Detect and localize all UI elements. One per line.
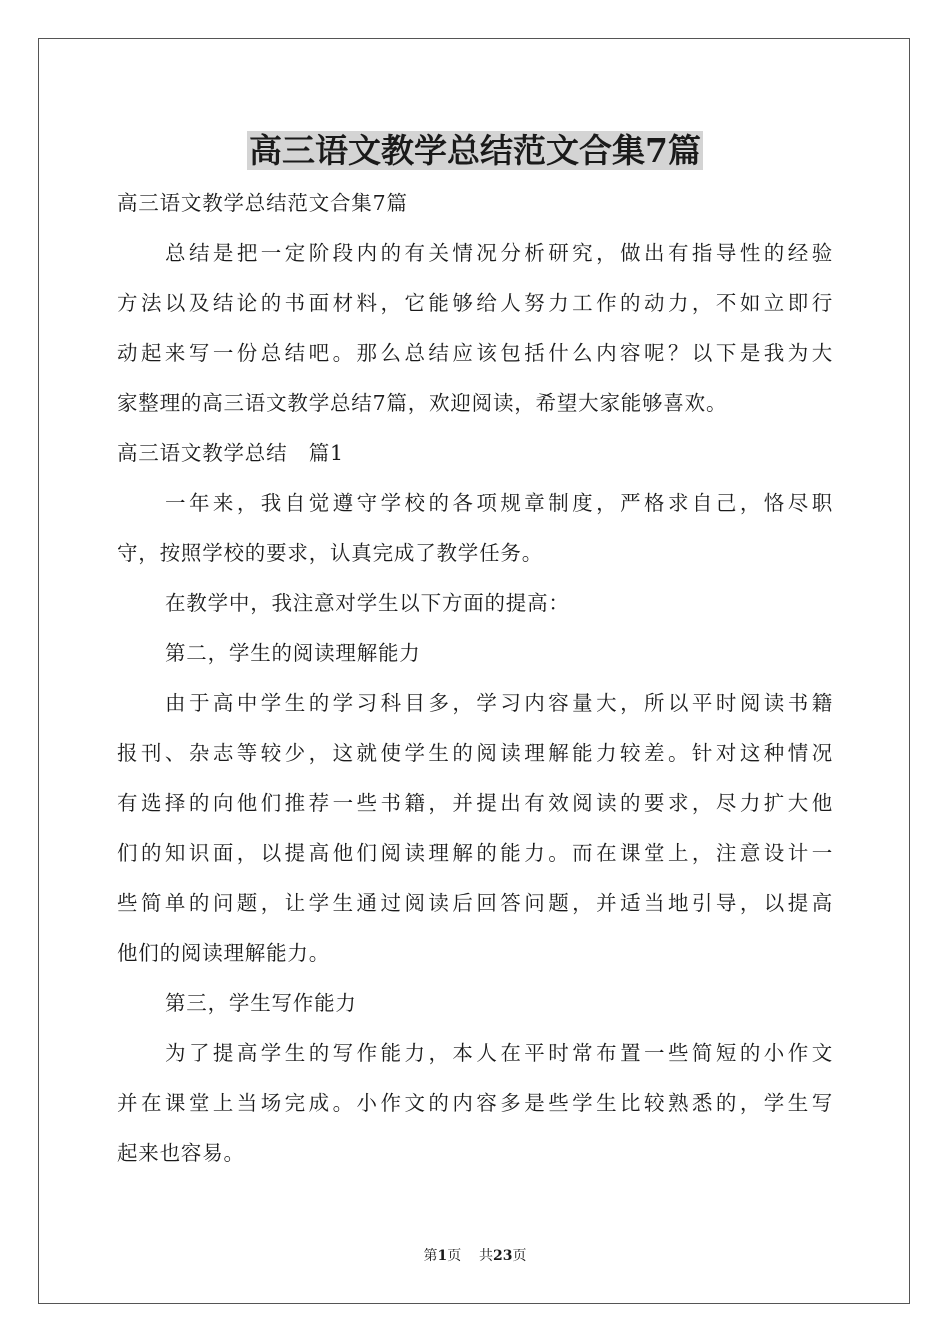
body-line: 报刊、杂志等较少，这就使学生的阅读理解能力较差。针对这种情况 — [117, 741, 833, 765]
body-line: 家整理的高三语文教学总结7篇，欢迎阅读，希望大家能够喜欢。 — [117, 391, 728, 415]
body-line: 些简单的问题，让学生通过阅读后回答问题，并适当地引导，以提高 — [117, 891, 833, 915]
body-line: 为了提高学生的写作能力，本人在平时常布置一些简短的小作文 — [165, 1041, 833, 1065]
footer-total-pages: 23 — [493, 1248, 513, 1264]
body-line: 有选择的向他们推荐一些书籍，并提出有效阅读的要求，尽力扩大他 — [117, 791, 833, 815]
body-line: 起来也容易。 — [117, 1141, 245, 1165]
body-line: 并在课堂上当场完成。小作文的内容多是些学生比较熟悉的，学生写 — [117, 1091, 833, 1115]
body-line: 总结是把一定阶段内的有关情况分析研究，做出有指导性的经验 — [165, 241, 833, 265]
page-footer — [0, 1246, 950, 1266]
footer-total-prefix: 共 — [479, 1248, 494, 1264]
body-line: 高三语文教学总结范文合集7篇 — [117, 191, 408, 215]
body-line: 方法以及结论的书面材料，它能够给人努力工作的动力，不如立即行 — [117, 291, 833, 315]
footer-page-prefix: 第 — [423, 1248, 438, 1264]
body-line: 守，按照学校的要求，认真完成了教学任务。 — [117, 541, 543, 565]
body-line: 在教学中，我注意对学生以下方面的提高： — [165, 591, 570, 615]
body-line: 一年来，我自觉遵守学校的各项规章制度，严格求自己，恪尽职 — [165, 491, 833, 515]
document-title — [0, 126, 950, 176]
body-line: 们的知识面，以提高他们阅读理解的能力。而在课堂上，注意设计一 — [117, 841, 833, 865]
document-title-text: 高三语文教学总结范文合集7篇 — [249, 131, 701, 170]
footer-page-suffix: 页 — [447, 1248, 462, 1264]
body-line: 第二，学生的阅读理解能力 — [165, 641, 421, 665]
document-body — [117, 178, 833, 1178]
footer-total-suffix: 页 — [512, 1248, 527, 1264]
footer-page-number: 1 — [437, 1248, 448, 1264]
body-line: 高三语文教学总结 篇1 — [117, 441, 344, 465]
body-line: 动起来写一份总结吧。那么总结应该包括什么内容呢？以下是我为大 — [117, 341, 833, 365]
body-line: 由于高中学生的学习科目多，学习内容量大，所以平时阅读书籍 — [165, 691, 833, 715]
body-line: 他们的阅读理解能力。 — [117, 941, 330, 965]
body-line: 第三，学生写作能力 — [165, 991, 357, 1015]
